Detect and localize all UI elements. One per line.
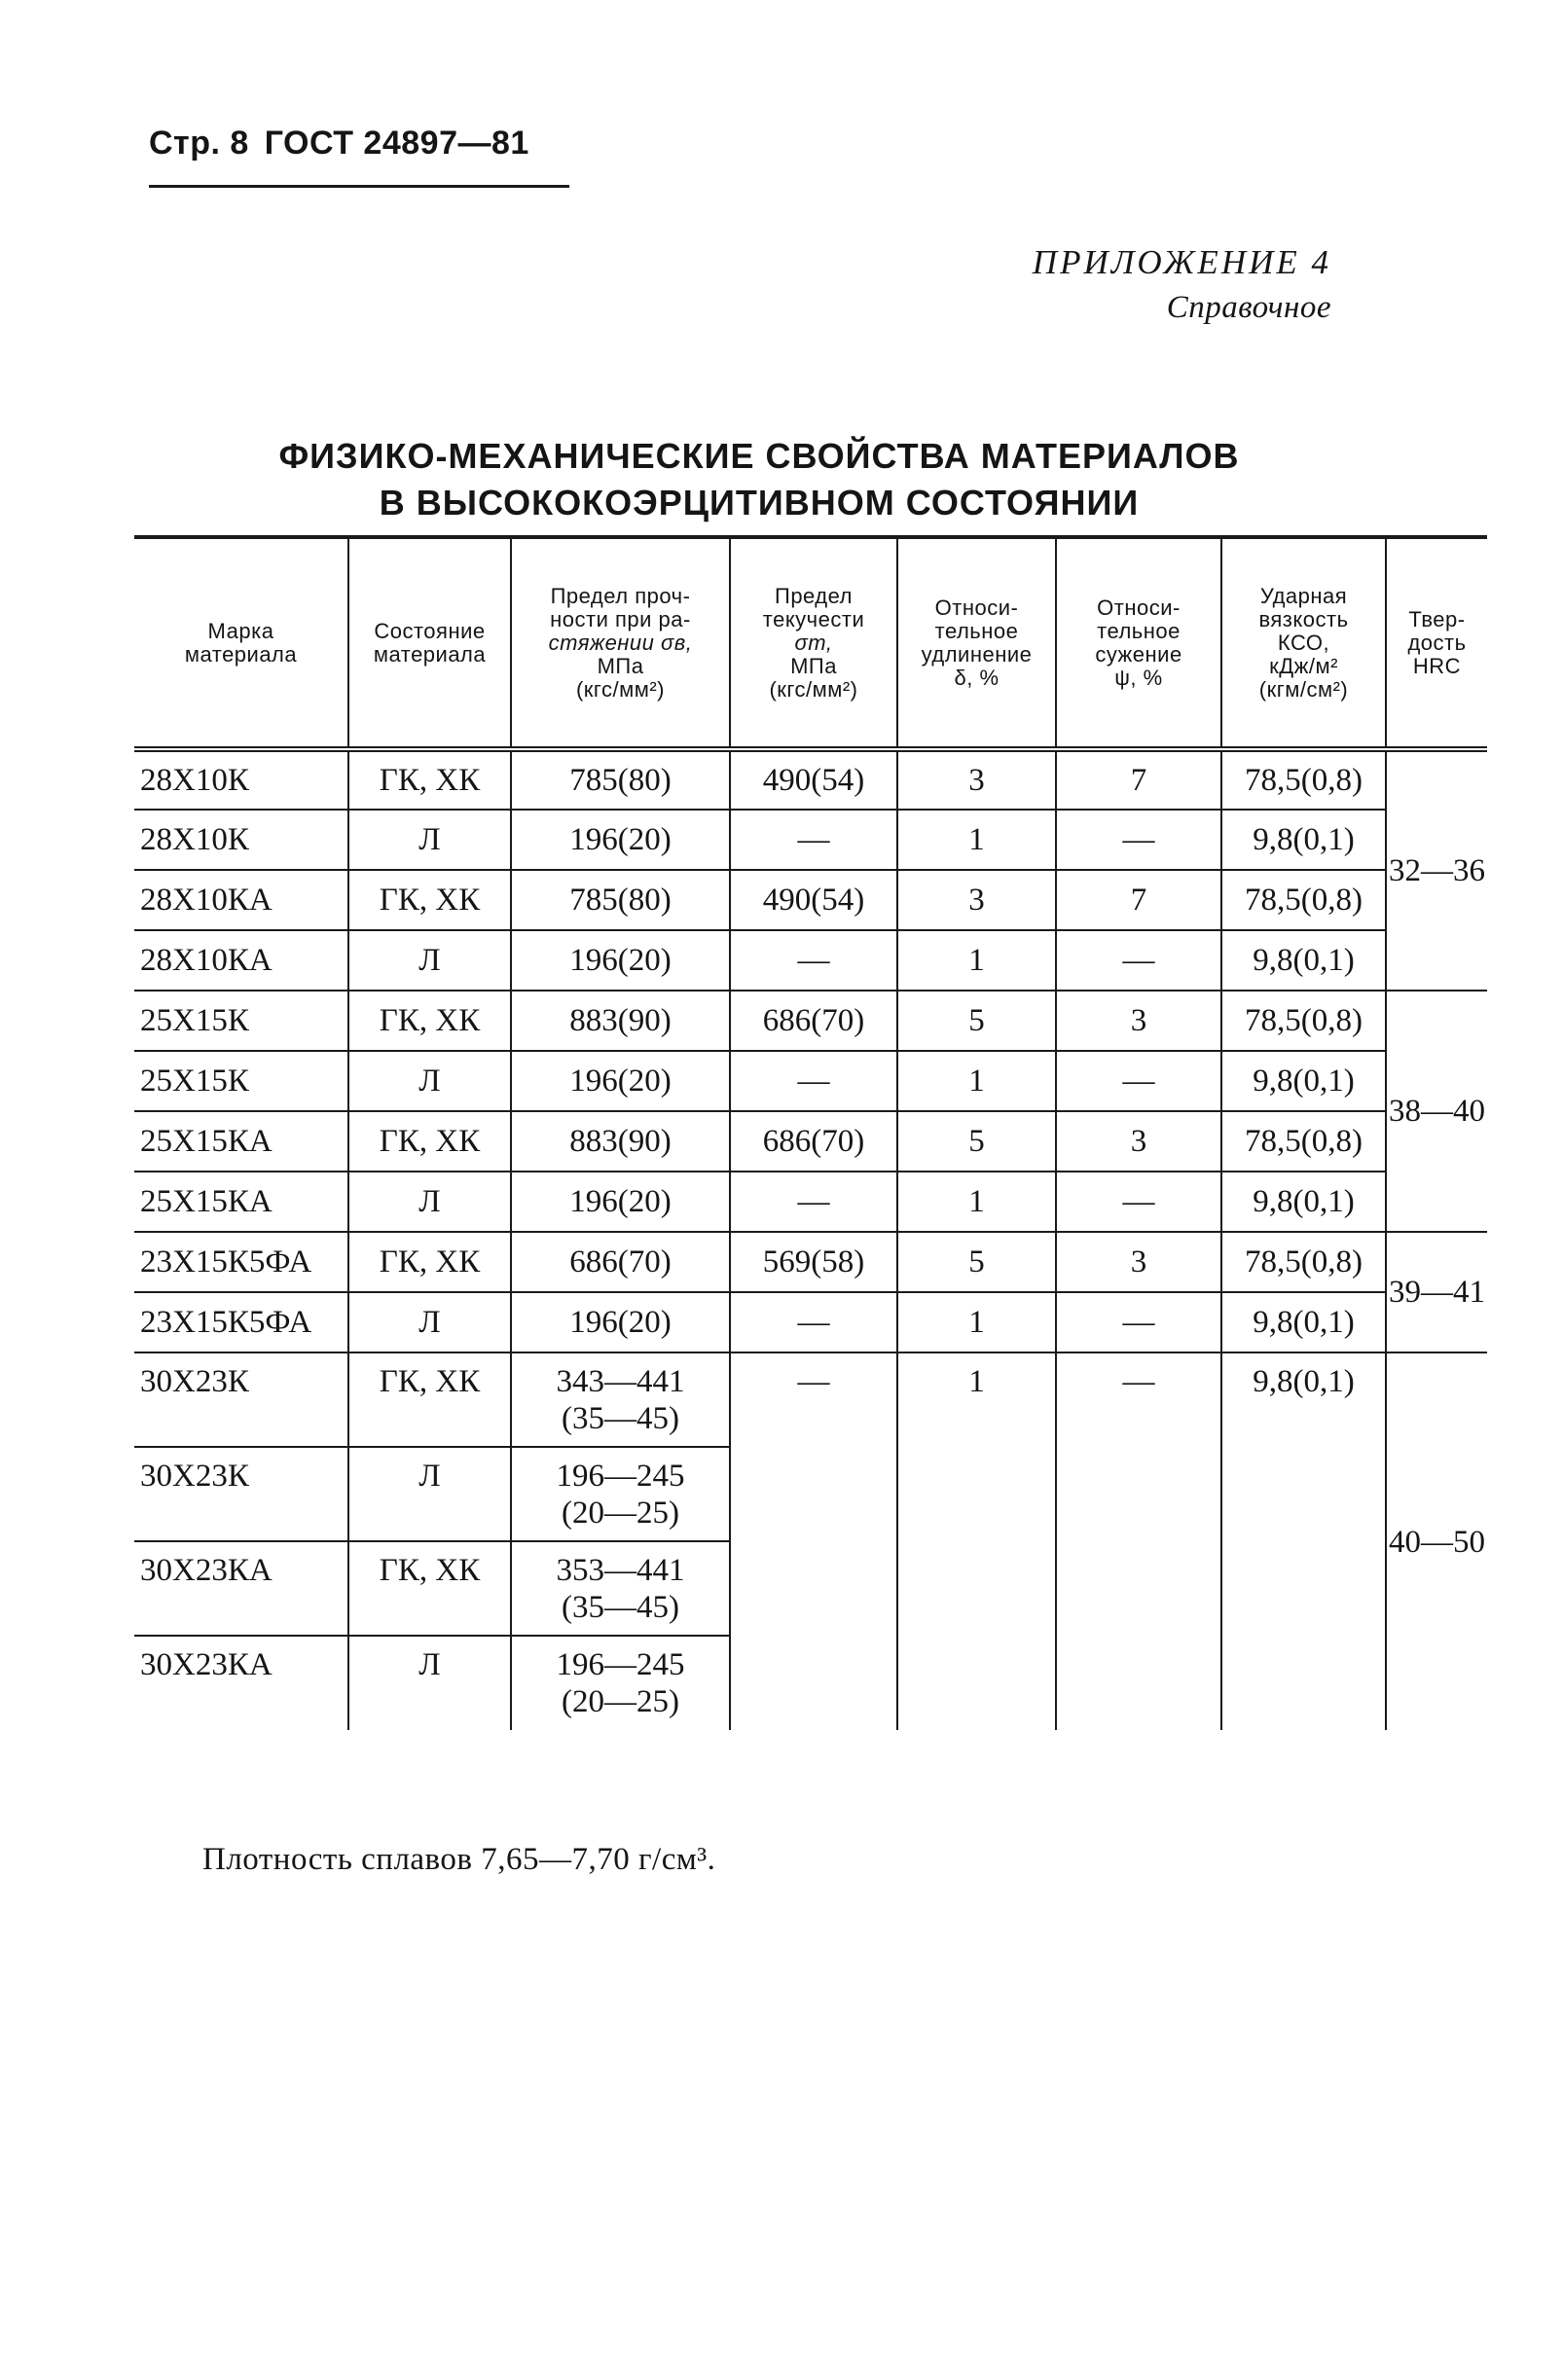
cell-reduction: — [1056,1051,1221,1111]
cell-grade: 28Х10КА [134,870,348,930]
header-yield-strength: Предел текучести σт, МПа (кгс/мм²) [730,537,897,749]
cell-tensile: 343—441 (35—45) [511,1352,730,1447]
appendix-subtitle: Справочное [1166,290,1331,325]
cell-grade: 23Х15К5ФА [134,1232,348,1292]
header-impact-strength: Ударная вязкость КСО, кДж/м² (кгм/см²) [1221,537,1386,749]
cell-impact: 78,5(0,8) [1221,870,1386,930]
header-elongation: Относи- тельное удлинение δ, % [897,537,1056,749]
table-row [134,870,1487,930]
cell-reduction: 7 [1056,870,1221,930]
cell-elongation: 1 [897,1352,1056,1730]
properties-table [134,535,1487,1730]
cell-state: ГК, ХК [348,1111,511,1172]
cell-elongation: 3 [897,749,1056,810]
cell-reduction: 7 [1056,749,1221,810]
cell-grade: 25Х15К [134,1051,348,1111]
header-hardness: Твер- дость HRC [1386,537,1487,749]
cell-state: Л [348,1636,511,1730]
table-row [134,1111,1487,1172]
cell-impact: 78,5(0,8) [1221,749,1386,810]
cell-tensile: 196—245 (20—25) [511,1447,730,1541]
cell-tensile: 686(70) [511,1232,730,1292]
cell-grade: 28Х10К [134,749,348,810]
table-row [134,1232,1487,1292]
cell-impact: 9,8(0,1) [1221,810,1386,870]
cell-grade: 25Х15КА [134,1172,348,1232]
cell-impact: 9,8(0,1) [1221,1292,1386,1352]
cell-yield: — [730,1352,897,1730]
header-grade: Марка материала [134,537,348,749]
cell-reduction: 3 [1056,1111,1221,1172]
cell-grade: 30Х23КА [140,1647,273,1682]
cell-grade: 30Х23КА [134,1541,348,1636]
cell-yield: — [730,810,897,870]
page-header [149,125,529,162]
cell-impact: 78,5(0,8) [1221,1232,1386,1292]
table-row [134,1051,1487,1111]
cell-impact: 9,8(0,1) [1221,930,1386,991]
cell-state: Л [348,1447,511,1541]
cell-state: Л [348,810,511,870]
document-title-line1: ФИЗИКО-МЕХАНИЧЕСКИЕ СВОЙСТВА МАТЕРИАЛОВ [278,436,1240,476]
table-row [134,810,1487,870]
cell-tensile: 196(20) [511,930,730,991]
cell-grade: 28Х10КА [134,930,348,991]
cell-impact: 78,5(0,8) [1221,991,1386,1051]
cell-impact: 9,8(0,1) [1221,1352,1386,1730]
cell-state: ГК, ХК [348,870,511,930]
appendix-title: ПРИЛОЖЕНИЕ 4 [1032,243,1331,281]
cell-impact: 9,8(0,1) [1221,1172,1386,1232]
cell-elongation: 5 [897,1111,1056,1172]
cell-state: Л [348,930,511,991]
page-number: Стр. 8 [149,125,249,162]
cell-tensile: 785(80) [511,749,730,810]
cell-yield: 490(54) [730,870,897,930]
table-row [134,1292,1487,1352]
cell-grade: 25Х15КА [134,1111,348,1172]
cell-tensile: 883(90) [511,1111,730,1172]
cell-grade: 30Х23К [134,1447,348,1541]
cell-state: Л [348,1292,511,1352]
table-row [134,991,1487,1051]
cell-hardness: 39—41 [1386,1232,1487,1352]
document-title [195,433,1324,526]
cell-impact: 78,5(0,8) [1221,1111,1386,1172]
header-reduction: Относи- тельное сужение ψ, % [1056,537,1221,749]
cell-state: ГК, ХК [348,1232,511,1292]
cell-tensile: 785(80) [511,870,730,930]
cell-yield: 490(54) [730,749,897,810]
cell-elongation: 1 [897,1292,1056,1352]
cell-elongation: 1 [897,930,1056,991]
cell-reduction: — [1056,930,1221,991]
cell-yield: — [730,1292,897,1352]
header-state: Состояние материала [348,537,511,749]
cell-state: Л [348,1172,511,1232]
cell-hardness: 32—36 [1386,749,1487,991]
cell-tensile: 196(20) [511,1051,730,1111]
cell-state: ГК, ХК [348,1541,511,1636]
cell-elongation: 5 [897,991,1056,1051]
cell-tensile: 353—441 (35—45) [511,1541,730,1636]
cell-tensile: 196(20) [511,1172,730,1232]
cell-grade: 28Х10К [134,810,348,870]
density-footnote: Плотность сплавов 7,65—7,70 г/см³. [202,1842,716,1877]
cell-state: Л [348,1051,511,1111]
cell-reduction: 3 [1056,1232,1221,1292]
cell-yield: 569(58) [730,1232,897,1292]
cell-yield: — [730,1172,897,1232]
cell-yield: — [730,930,897,991]
cell-elongation: 1 [897,810,1056,870]
cell-state: ГК, ХК [348,1352,511,1447]
cell-elongation: 1 [897,1051,1056,1111]
cell-state: ГК, ХК [348,749,511,810]
table-header-row [134,537,1487,749]
table-row [134,1352,1487,1447]
table-row [134,749,1487,810]
cell-grade: 25Х15К [134,991,348,1051]
standard-number: ГОСТ 24897—81 [264,125,529,162]
cell-tensile: 196—245 (20—25) [511,1636,730,1730]
cell-hardness: 38—40 [1386,991,1487,1232]
header-rule [149,185,569,188]
appendix-label [1033,240,1331,330]
cell-tensile: 196(20) [511,810,730,870]
table-row [134,930,1487,991]
cell-state: ГК, ХК [348,991,511,1051]
table-row [134,1172,1487,1232]
cell-elongation: 3 [897,870,1056,930]
cell-elongation: 5 [897,1232,1056,1292]
cell-yield: — [730,1051,897,1111]
cell-grade: 23Х15К5ФА [134,1292,348,1352]
cell-reduction: — [1056,810,1221,870]
cell-tensile: 883(90) [511,991,730,1051]
cell-elongation: 1 [897,1172,1056,1232]
cell-yield: 686(70) [730,991,897,1051]
cell-tensile: 196(20) [511,1292,730,1352]
cell-reduction: — [1056,1292,1221,1352]
document-title-line2: В ВЫСОКОКОЭРЦИТИВНОМ СОСТОЯНИИ [379,483,1140,523]
cell-reduction: 3 [1056,991,1221,1051]
cell-reduction: — [1056,1172,1221,1232]
header-tensile-strength: Предел проч- ности при ра- стяжении σв, МПа (кгс/мм²) [511,537,730,749]
cell-grade: 30Х23К [134,1352,348,1447]
cell-yield: 686(70) [730,1111,897,1172]
cell-hardness: 40—50 [1386,1352,1487,1730]
cell-reduction: — [1056,1352,1221,1730]
cell-impact: 9,8(0,1) [1221,1051,1386,1111]
